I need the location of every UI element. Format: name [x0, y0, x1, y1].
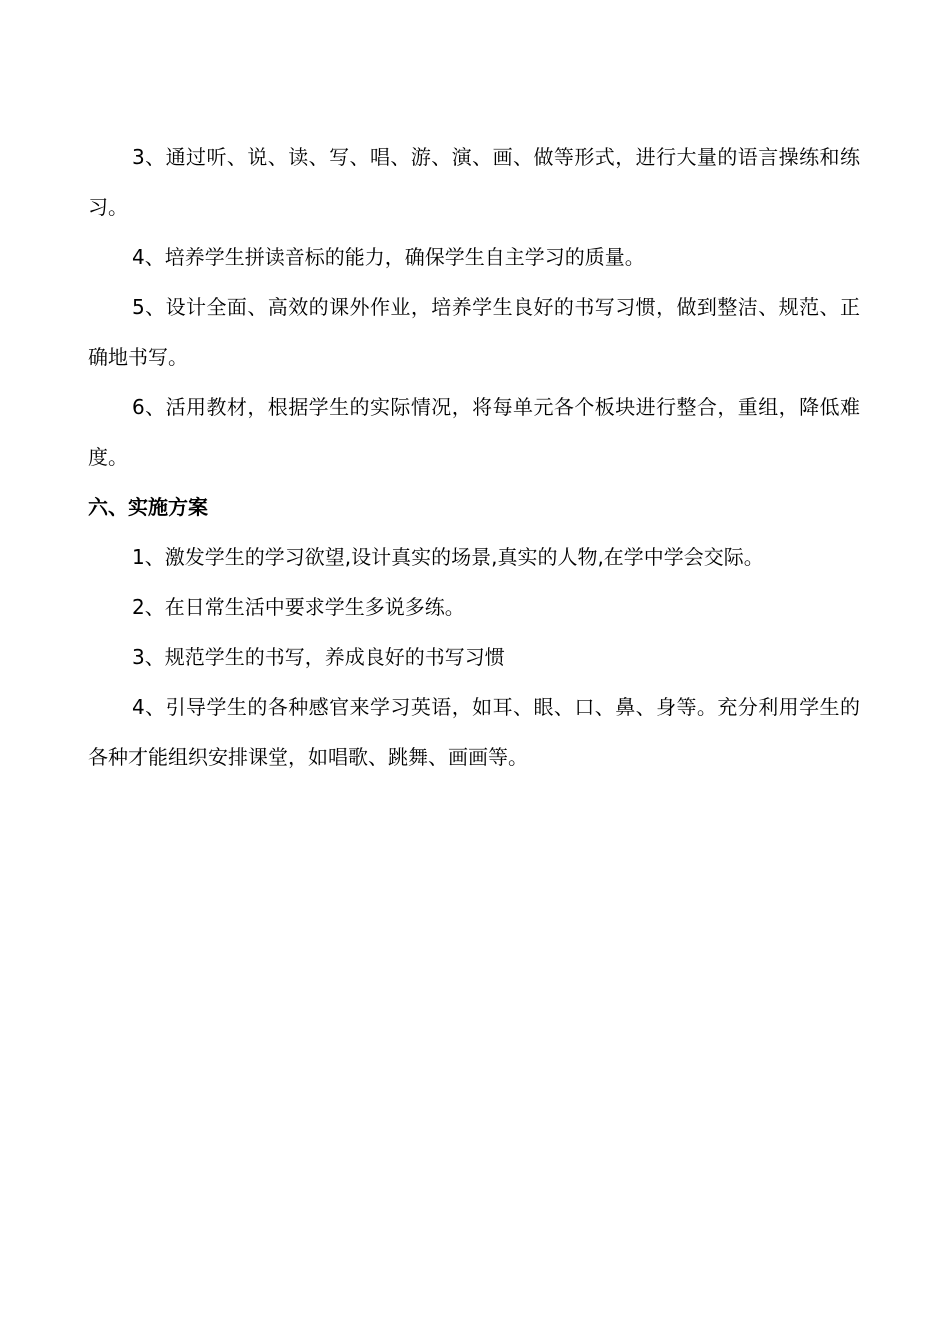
paragraph-after-2: 2、在日常生活中要求学生多说多练。	[132, 595, 465, 619]
paragraph-after-1: 1、激发学生的学习欲望,设计真实的场景,真实的人物,在学中学会交际。	[132, 545, 764, 569]
paragraph-after-3: 3、规范学生的书写，养成良好的书写习惯	[132, 645, 505, 669]
paragraph-before-3: 3、通过听、说、读、写、唱、游、演、画、做等形式，进行大量的语言操练和练习。	[88, 145, 860, 219]
paragraph-after-4: 4、引导学生的各种感官来学习英语，如耳、眼、口、鼻、身等。充分利用学生的各种才能组织安排课堂，如唱歌、跳舞、画画等。	[88, 695, 860, 769]
document-body	[88, 132, 860, 782]
paragraph-before-4: 4、培养学生拼读音标的能力，确保学生自主学习的质量。	[132, 245, 645, 269]
paragraph-before-5: 5、设计全面、高效的课外作业，培养学生良好的书写习惯，做到整洁、规范、正确地书写。	[88, 295, 860, 369]
section-heading-implementation-plan: 六、实施方案	[88, 495, 208, 519]
paragraph-before-6: 6、活用教材，根据学生的实际情况，将每单元各个板块进行整合，重组，降低难度。	[88, 395, 860, 469]
